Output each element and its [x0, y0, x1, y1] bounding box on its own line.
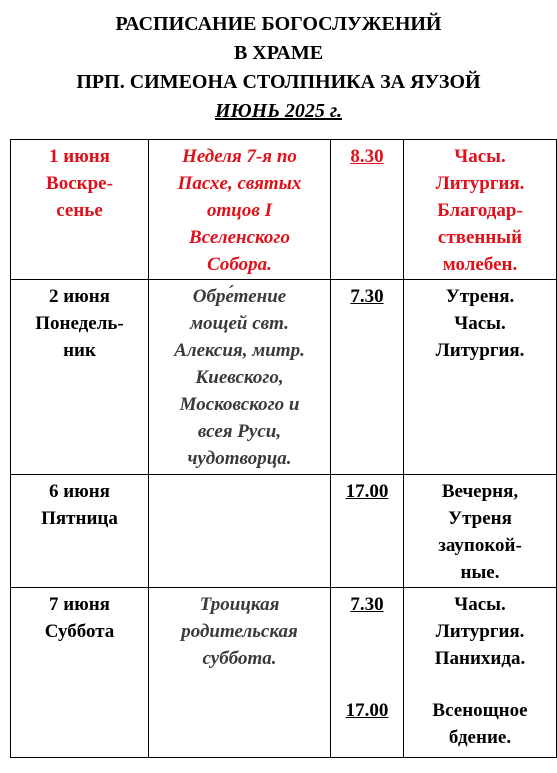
- header-title: РАСПИСАНИЕ БОГОСЛУЖЕНИЙ: [115, 13, 442, 35]
- services-cell: [404, 280, 557, 475]
- feast-text: родительская: [181, 621, 298, 642]
- service-time: 7.30: [350, 286, 384, 307]
- feast-text: Московского и: [179, 394, 300, 415]
- service-name: ственный: [437, 227, 523, 248]
- service-name: Вечерня,: [441, 481, 519, 502]
- services-cell: [404, 588, 557, 758]
- service-name: Часы.: [454, 594, 506, 615]
- service-time: 17.00: [345, 481, 389, 502]
- church-name: ПРП. СИМЕОНА СТОЛПНИКА ЗА ЯУЗОЙ: [76, 71, 481, 93]
- time-spacer: [333, 618, 401, 672]
- service-name: молебен.: [442, 254, 518, 275]
- table-row: [11, 475, 557, 588]
- service-name: Литургия.: [435, 621, 525, 642]
- date-label: 1 июня: [49, 146, 110, 167]
- feast-text: всея Руси,: [197, 421, 282, 442]
- service-name: Утреня: [448, 508, 512, 529]
- feast-text: Киевского,: [195, 367, 284, 388]
- service-name: Благодар-: [437, 200, 523, 221]
- weekday-label: ник: [63, 340, 96, 361]
- header-subtitle: В ХРАМЕ: [233, 42, 324, 64]
- service-time: 8.30: [350, 146, 384, 167]
- weekday-label: Пятница: [41, 508, 118, 529]
- time-cell: [331, 140, 404, 280]
- services-cell: [404, 475, 557, 588]
- date-label: 2 июня: [49, 286, 110, 307]
- feast-cell: [149, 140, 331, 280]
- service-name: заупокой-: [438, 535, 522, 556]
- feast-text: отцов I: [207, 200, 272, 221]
- service-name: Литургия.: [435, 173, 525, 194]
- feast-text: Алексия, митр.: [174, 340, 305, 361]
- services-cell: [404, 140, 557, 280]
- feast-text: суббота.: [202, 648, 277, 669]
- schedule-table: [10, 139, 557, 758]
- service-name: Часы.: [454, 313, 506, 334]
- service-time: 7.30: [350, 594, 384, 615]
- time-spacer: [333, 672, 401, 697]
- table-row: [11, 588, 557, 758]
- time-cell: [331, 475, 404, 588]
- schedule-header: [0, 10, 557, 126]
- table-row: [11, 280, 557, 475]
- date-cell: [11, 588, 149, 758]
- feast-text: Пасхе, святых: [177, 173, 302, 194]
- date-cell: [11, 280, 149, 475]
- feast-cell: [149, 588, 331, 758]
- weekday-label: Суббота: [44, 621, 115, 642]
- feast-text: чудотворца.: [187, 448, 292, 469]
- weekday-label: Воскре-: [46, 173, 113, 194]
- weekday-label: Понедель-: [35, 313, 124, 334]
- feast-text: Троицкая: [199, 594, 280, 615]
- feast-text: мощей свт.: [190, 313, 289, 334]
- date-cell: [11, 475, 149, 588]
- feast-text: Вселенского: [189, 227, 290, 248]
- feast-text: Неделя 7-я по: [182, 146, 297, 167]
- weekday-label: сенье: [56, 200, 103, 221]
- service-name-evening: Всенощное: [432, 700, 528, 721]
- service-name: Часы.: [454, 146, 506, 167]
- time-cell: [331, 280, 404, 475]
- service-spacer: [406, 672, 554, 697]
- feast-text: Обре́тение: [192, 286, 287, 307]
- schedule-month: ИЮНЬ 2025 г.: [214, 100, 343, 122]
- service-name: Панихида.: [434, 648, 526, 669]
- time-cell: [331, 588, 404, 758]
- feast-cell-empty: [149, 475, 331, 588]
- table-row: [11, 140, 557, 280]
- service-name: Утреня.: [445, 286, 515, 307]
- service-name: Литургия.: [435, 340, 525, 361]
- service-time-evening: 17.00: [345, 700, 389, 721]
- feast-text: Собора.: [207, 254, 272, 275]
- service-name-evening: бдение.: [448, 727, 512, 748]
- service-name: ные.: [460, 562, 500, 583]
- date-label: 6 июня: [49, 481, 110, 502]
- date-cell: [11, 140, 149, 280]
- date-label: 7 июня: [49, 594, 110, 615]
- feast-cell: [149, 280, 331, 475]
